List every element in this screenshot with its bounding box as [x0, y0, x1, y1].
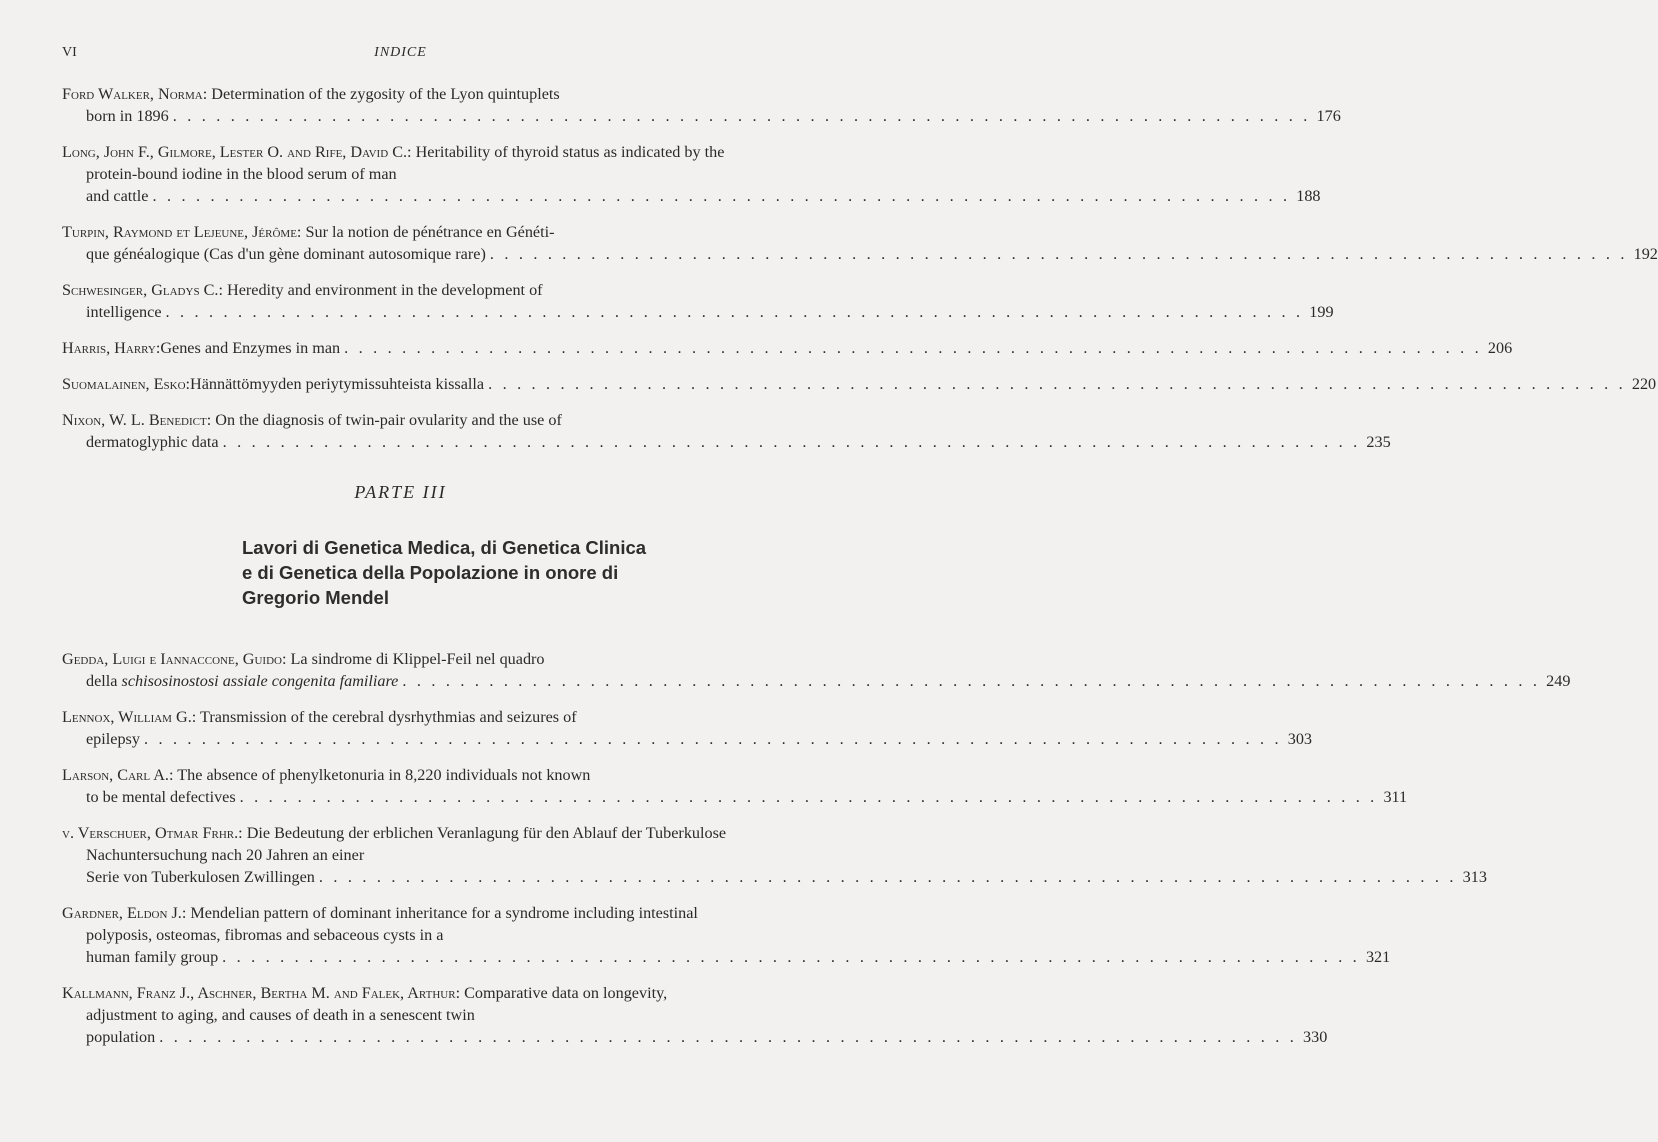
index-entry [62, 982, 1328, 1048]
entry-title-prefix: della [86, 672, 122, 690]
entry-last-line [62, 243, 1658, 265]
entry-page-number: 321 [1365, 948, 1391, 966]
dot-leader: . . . . . . . . . . . . . . . . . . . . . . . . . . . . . . . . . . . . . . . . . . . . . . . . . . . . . . . . . . . . . . . . . . . . . . . . . . . . . . . [172, 107, 1311, 125]
index-entry [62, 373, 1657, 395]
entry-author: v. Verschuer, Otmar Frhr. [62, 824, 239, 842]
entry-title-text: dermatoglyphic data [86, 433, 219, 451]
entry-text: Nixon, W. L. Benedict: On the diagnosis of twin-pair ovularity and the use of [62, 411, 562, 429]
index-entry [62, 648, 1571, 692]
index-entry [62, 337, 1513, 359]
entry-title-text: Hännättömyyden periytymissuhteista kissalla [190, 375, 485, 393]
entry-title-text: Determination of the zygosity of the Lyon quintuplets [211, 85, 560, 103]
entry-page-number: 249 [1546, 672, 1571, 690]
page-number: VI [62, 45, 77, 60]
entry-title-end [86, 866, 315, 888]
index-entry [62, 409, 1391, 453]
entry-title-end [86, 946, 218, 968]
index-entry [62, 221, 1658, 265]
entry-title-text: Genes and Enzymes in man [160, 339, 341, 357]
dot-leader: . . . . . . . . . . . . . . . . . . . . . . . . . . . . . . . . . . . . . . . . . . . . . . . . . . . . . . . . . . . . . . . . . . . . . . . . . . . . . . . [239, 788, 1378, 806]
entry-title-text: and cattle [86, 187, 149, 205]
entry-page-number: 192 [1633, 245, 1658, 263]
entry-text: Long, John F., Gilmore, Lester O. and Rife, David C.: Heritability of thyroid status as indicated by the protein-bound iodine in the blood serum of man [62, 143, 725, 183]
entry-title-text: to be mental defectives [86, 788, 236, 806]
entry-title-italic: schisosinostosi assiale congenita familiare [121, 672, 399, 690]
entry-title-end [86, 105, 169, 127]
entry-last-line [62, 431, 1391, 453]
entry-title-end [86, 1026, 155, 1048]
entry-title-text: epilepsy [86, 730, 140, 748]
dot-leader: . . . . . . . . . . . . . . . . . . . . . . . . . . . . . . . . . . . . . . . . . . . . . . . . . . . . . . . . . . . . . . . . . . . . . . . . . . . . . . . [159, 1028, 1298, 1046]
entry-title-end [160, 337, 340, 359]
entry-author: Ford Walker, Norma [62, 85, 203, 103]
entry-title-text: including intestinal polyposis, osteomas, fibromas and sebaceous cysts in a [86, 904, 698, 944]
entry-title-end [86, 301, 162, 323]
part-title-line: Lavori di Genetica Medica, di Genetica Clinica [242, 537, 647, 558]
entry-text: Gardner, Eldon J.: Mendelian pattern of dominant inheritance for a syndrome including intestinal polyposis, osteomas, fibromas and sebaceous cysts in a [62, 904, 698, 944]
entry-last-line [62, 786, 1408, 808]
dot-leader: . . . . . . . . . . . . . . . . . . . . . . . . . . . . . . . . . . . . . . . . . . . . . . . . . . . . . . . . . . . . . . . . . . . . . . . . . . . . . . . [222, 433, 1361, 451]
entry-page-number: 303 [1287, 730, 1312, 748]
entry-author: Nixon, W. L. Benedict [62, 411, 207, 429]
entry-author: Larson, Carl A. [62, 766, 169, 784]
entry-page-number: 220 [1631, 375, 1657, 393]
entry-author: Gedda, Luigi e Iannaccone, Guido [62, 650, 282, 668]
entry-author: Turpin, Raymond et Lejeune, Jérôme [62, 223, 297, 241]
index-entry [62, 83, 1341, 127]
entry-title-text: Transmission of the cerebral dysrhythmias and seizures of [200, 708, 577, 726]
running-header [62, 45, 739, 65]
entry-text: Lennox, William G.: Transmission of the cerebral dysrhythmias and seizures of [62, 708, 577, 726]
dot-leader: . . . . . . . . . . . . . . . . . . . . . . . . . . . . . . . . . . . . . . . . . . . . . . . . . . . . . . . . . . . . . . . . . . . . . . . . . . . . . . . [488, 375, 1626, 393]
entry-last-line [62, 185, 1321, 207]
entry-title-end [86, 728, 140, 750]
entry-page-number: 188 [1296, 187, 1321, 205]
entry-title-text: population [86, 1028, 156, 1046]
entry-title-text: The absence of phenylketonuria in 8,220 individuals not known [177, 766, 591, 784]
part-label: PARTE III [354, 482, 447, 502]
entry-title-text: human family group [86, 948, 219, 966]
entry-last-line: Suomalainen, Esko : Hännättömyyden periytymissuhteista kissalla . . . . . . . . . . . . . . . . . . . . . . . . . . . . . . . . . . . . . . . . . . . . . . . . . . . . . . . . . . . . . . . . . . . . . . . . . . . . . . . 220 [62, 375, 1657, 393]
entry-title-text: intelligence [86, 303, 162, 321]
dot-leader: . . . . . . . . . . . . . . . . . . . . . . . . . . . . . . . . . . . . . . . . . . . . . . . . . . . . . . . . . . . . . . . . . . . . . . . . . . . . . . . [489, 245, 1628, 263]
entry-text: Schwesinger, Gladys C.: Heredity and environment in the development of [62, 281, 543, 299]
entry-last-line [62, 105, 1341, 127]
entry-text: Kallmann, Franz J., Aschner, Bertha M. and Falek, Arthur: Comparative data on longevity, adjustment to aging, and causes of death in a senescent twin [62, 984, 668, 1024]
entry-title-text: On the diagnosis of twin-pair ovularity and the use of [215, 411, 562, 429]
entry-page-number: 330 [1303, 1028, 1328, 1046]
entry-title-text: Serie von Tuberkulosen Zwillingen [86, 868, 315, 886]
entry-title-text: Heritability of thyroid [415, 143, 559, 161]
entry-title-text: Sur la notion de pénétrance en Généti- [305, 223, 555, 241]
entry-text: v. Verschuer, Otmar Frhr.: Die Bedeutung der erblichen Veranlagung für den Ablauf der Tuberkulose Nachuntersuchung nach 20 Jahren an einer [62, 824, 727, 864]
entry-title-text: born in 1896 [86, 107, 169, 125]
entry-page-number: 176 [1316, 107, 1341, 125]
dot-leader: . . . . . . . . . . . . . . . . . . . . . . . . . . . . . . . . . . . . . . . . . . . . . . . . . . . . . . . . . . . . . . . . . . . . . . . . . . . . . . . [222, 948, 1360, 966]
entry-last-line: Harris, Harry : Genes and Enzymes in man . . . . . . . . . . . . . . . . . . . . . . . . . . . . . . . . . . . . . . . . . . . . . . . . . . . . . . . . . . . . . . . . . . . . . . . . . . . . . . . 206 [62, 339, 1513, 357]
entry-author: Harris, Harry [62, 339, 156, 357]
entry-title-text: on longevity, adjustment to aging, and causes of death in a senescent twin [86, 984, 668, 1024]
dot-leader: . . . . . . . . . . . . . . . . . . . . . . . . . . . . . . . . . . . . . . . . . . . . . . . . . . . . . . . . . . . . . . . . . . . . . . . . . . . . . . . [152, 187, 1291, 205]
entry-title-end [190, 373, 484, 395]
entry-title-end [86, 786, 236, 808]
part-title [242, 535, 712, 610]
part-title-line: Gregorio Mendel [242, 587, 389, 608]
part-title-line: e di Genetica della Popolazione in onore di [242, 562, 619, 583]
entry-last-line [62, 1026, 1328, 1048]
entry-author: Gardner, Eldon J. [62, 904, 182, 922]
entry-title-end [86, 243, 486, 265]
entry-title-text: status as indicated by the protein-bound iodine in the blood serum of man [86, 143, 725, 183]
dot-leader: . . . . . . . . . . . . . . . . . . . . . . . . . . . . . . . . . . . . . . . . . . . . . . . . . . . . . . . . . . . . . . . . . . . . . . . . . . . . . . . [402, 672, 1541, 690]
dot-leader: . . . . . . . . . . . . . . . . . . . . . . . . . . . . . . . . . . . . . . . . . . . . . . . . . . . . . . . . . . . . . . . . . . . . . . . . . . . . . . . [143, 730, 1282, 748]
entry-page-number: 311 [1383, 788, 1408, 806]
entry-last-line [62, 946, 1391, 968]
entry-text: Turpin, Raymond et Lejeune, Jérôme: Sur la notion de pénétrance en Généti- [62, 223, 555, 241]
entry-text: Gedda, Luigi e Iannaccone, Guido: La sindrome di Klippel-Feil nel quadro [62, 650, 545, 668]
entry-title-end [86, 670, 398, 692]
entry-title-text: Mendelian pattern of dominant inheritance for a syndrome [190, 904, 570, 922]
dot-leader: . . . . . . . . . . . . . . . . . . . . . . . . . . . . . . . . . . . . . . . . . . . . . . . . . . . . . . . . . . . . . . . . . . . . . . . . . . . . . . . [165, 303, 1304, 321]
entry-title-text: den Ablauf der Tuberkulose Nachuntersuchung nach 20 Jahren an einer [86, 824, 727, 864]
entry-text: Ford Walker, Norma: Determination of the zygosity of the Lyon quintuplets [62, 85, 560, 103]
entry-author: Schwesinger, Gladys C. [62, 281, 219, 299]
entry-page-number: 235 [1366, 433, 1391, 451]
entry-last-line [62, 301, 1334, 323]
index-entry [62, 764, 1408, 808]
dot-leader: . . . . . . . . . . . . . . . . . . . . . . . . . . . . . . . . . . . . . . . . . . . . . . . . . . . . . . . . . . . . . . . . . . . . . . . . . . . . . . . [344, 339, 1482, 357]
entry-title-text: que généalogique (Cas d'un gène dominant autosomique rare) [86, 245, 486, 263]
index-entry [62, 822, 1487, 888]
entry-page-number: 313 [1462, 868, 1487, 886]
entry-title-text: Heredity and environment in the development of [227, 281, 543, 299]
entry-author: Lennox, William G. [62, 708, 192, 726]
dot-leader: . . . . . . . . . . . . . . . . . . . . . . . . . . . . . . . . . . . . . . . . . . . . . . . . . . . . . . . . . . . . . . . . . . . . . . . . . . . . . . . [318, 868, 1457, 886]
index-entry [62, 706, 1312, 750]
entry-title-end [86, 431, 219, 453]
entry-text: Larson, Carl A.: The absence of phenylketonuria in 8,220 individuals not known [62, 766, 591, 784]
index-entry [62, 279, 1334, 323]
index-section-part2 [62, 83, 1658, 467]
entry-last-line [62, 866, 1487, 888]
entry-last-line [62, 670, 1571, 692]
index-entry [62, 902, 1391, 968]
entry-title-text: Comparative data [464, 984, 579, 1002]
entry-title-end [86, 185, 148, 207]
entry-last-line [62, 728, 1312, 750]
entry-author: Long, John F., Gilmore, Lester O. and Rife, David C. [62, 143, 408, 161]
index-entry [62, 141, 1321, 207]
index-section-part3 [62, 648, 1571, 1062]
entry-author: Kallmann, Franz J., Aschner, Bertha M. and Falek, Arthur [62, 984, 456, 1002]
entry-page-number: 199 [1309, 303, 1334, 321]
entry-page-number: 206 [1487, 339, 1513, 357]
entry-author: Suomalainen, Esko [62, 375, 186, 393]
running-title: INDICE [374, 45, 427, 60]
entry-title-text: La sindrome di Klippel-Feil nel quadro [290, 650, 545, 668]
entry-title-text: Die Bedeutung der erblichen Veranlagung für [246, 824, 542, 842]
